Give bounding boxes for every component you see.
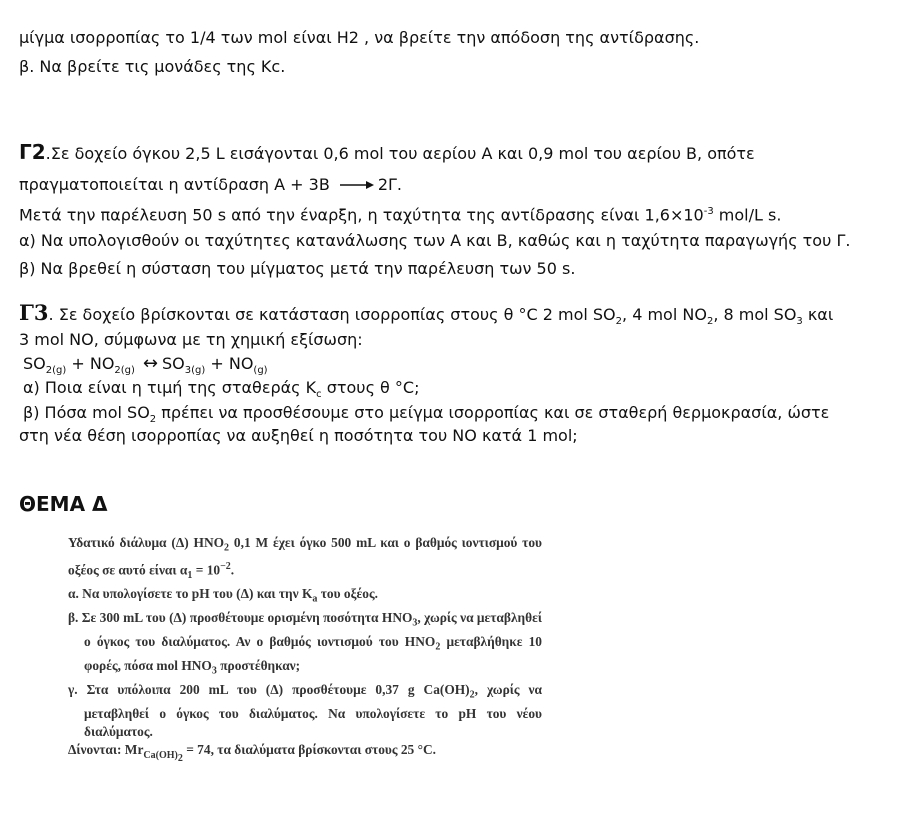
eq-term: SO: [23, 354, 46, 373]
g2-rate-text: Μετά την παρέλευση 50 s από την έναρξη, η ταχύτητα της αντίδρασης είναι 1,6×10: [19, 205, 704, 225]
g3-label: Γ3: [19, 300, 49, 325]
subscript: 3(g): [184, 365, 206, 377]
g2-line-4: α) Να υπολογισθούν οι ταχύτητες κατανάλωσης των Α και Β, καθώς και η ταχύτητα παραγωγής του Γ.: [19, 231, 851, 250]
g3-question-b: β) Πόσα mol SO: [23, 403, 150, 422]
scan-question-c: γ. Στα υπόλοιπα 200 mL του (Δ) προσθέτουμε 0,37 g $Ca(OH)_2$, χωρίς να μεταβληθεί ο όγκος του διαλύματος. Να υπολογίσετε το pH του νέου διαλύματος.: [68, 681, 542, 739]
scan-question-a: α. Να υπολογίσετε το pH του (Δ) και την $K_a$ του οξέος.: [68, 586, 378, 605]
g3-line-2: 3 mol NO, σύμφωνα με τη χημική εξίσωση:: [19, 330, 363, 349]
g3-question-b-end: πρέπει να προσθέσουμε στο μείγμα ισορροπίας και σε σταθερή θερμοκρασία, ώστε: [156, 403, 830, 422]
equilibrium-arrow-icon: ↔: [142, 353, 159, 374]
section-heading: ΘΕΜΑ Δ: [19, 492, 108, 516]
g2-text: .Σε δοχείο όγκου 2,5 L εισάγονται 0,6 mol του αερίου Α και 0,9 mol του αερίου Β, οπότε: [45, 144, 755, 163]
scan-question-b: β. Σε 300 mL του (Δ) προσθέτουμε ορισμένη ποσότητα $HNO_3$, χωρίς να μεταβληθεί ο όγκος του διαλύματος. Αν ο βαθμός ιοντισμού του $HNO_2$ μεταβλήθηκε 10 φορές, πόσα mol $HNO_3$ προστέθηκαν;: [68, 610, 543, 677]
g3-question-a: α) Ποια είναι η τιμή της σταθεράς K: [23, 378, 317, 397]
g2-line-3: [19, 201, 781, 226]
subscript: 2(g): [45, 365, 67, 377]
subscript: 2(g): [114, 365, 135, 377]
g3-text-b: , 4 mol NO: [622, 305, 707, 324]
g2-line-2: [19, 174, 402, 196]
g3-line-6: στη νέα θέση ισορροπίας να αυξηθεί η ποσότητα του NO κατά 1 mol;: [19, 426, 578, 445]
scan-given: Δίνονται: $Mr_{Ca(OH)_2} = 74$, τα διαλύματα βρίσκονται στους 25 °C.: [68, 742, 436, 764]
eq-term: + NO: [205, 354, 254, 373]
exponent: -3: [703, 206, 714, 217]
g2-line-1: [19, 141, 755, 165]
g3-text-d: και: [802, 305, 834, 324]
subscript: (g): [253, 365, 268, 377]
text-line: β. Να βρείτε τις μονάδες της Kc.: [19, 57, 286, 76]
right-arrow-icon: [340, 180, 374, 190]
g2-reaction-left: πραγματοποιείται η αντίδραση Α + 3Β: [19, 175, 330, 194]
subscript: 2: [706, 316, 714, 328]
g2-reaction-right: 2Γ.: [377, 175, 403, 194]
g2-line-5: β) Να βρεθεί η σύσταση του μίγματος μετά την παρέλευση των 50 s.: [19, 259, 576, 278]
subscript: 2: [615, 316, 623, 328]
text-line: μίγμα ισορροπίας το 1/4 των mol είναι H2 , να βρείτε την απόδοση της αντίδρασης.: [19, 28, 700, 47]
subscript: 3: [796, 316, 803, 328]
eq-term: SO: [162, 354, 185, 373]
g3-text-c: , 8 mol SO: [713, 305, 797, 324]
g2-label: Γ2: [19, 140, 46, 164]
subscript: c: [316, 389, 322, 401]
g3-text-a: . Σε δοχείο βρίσκονται σε κατάσταση ισορροπίας στους θ °C 2 mol SO: [48, 305, 616, 324]
g3-question-a-end: στους θ °C;: [321, 378, 420, 397]
g2-units: mol/L s.: [713, 205, 782, 225]
subscript: 2: [149, 414, 157, 426]
scanned-problem: [68, 534, 542, 768]
scan-intro: Υδατικό διάλυμα (Δ) $HNO_2$ 0,1 M έχει όγκο 500 mL και ο βαθμός ιοντισμού του οξέος σε αυτό είναι $\alpha_1 = 10^{-2}$.: [68, 535, 543, 582]
eq-term: + NO: [66, 354, 115, 373]
